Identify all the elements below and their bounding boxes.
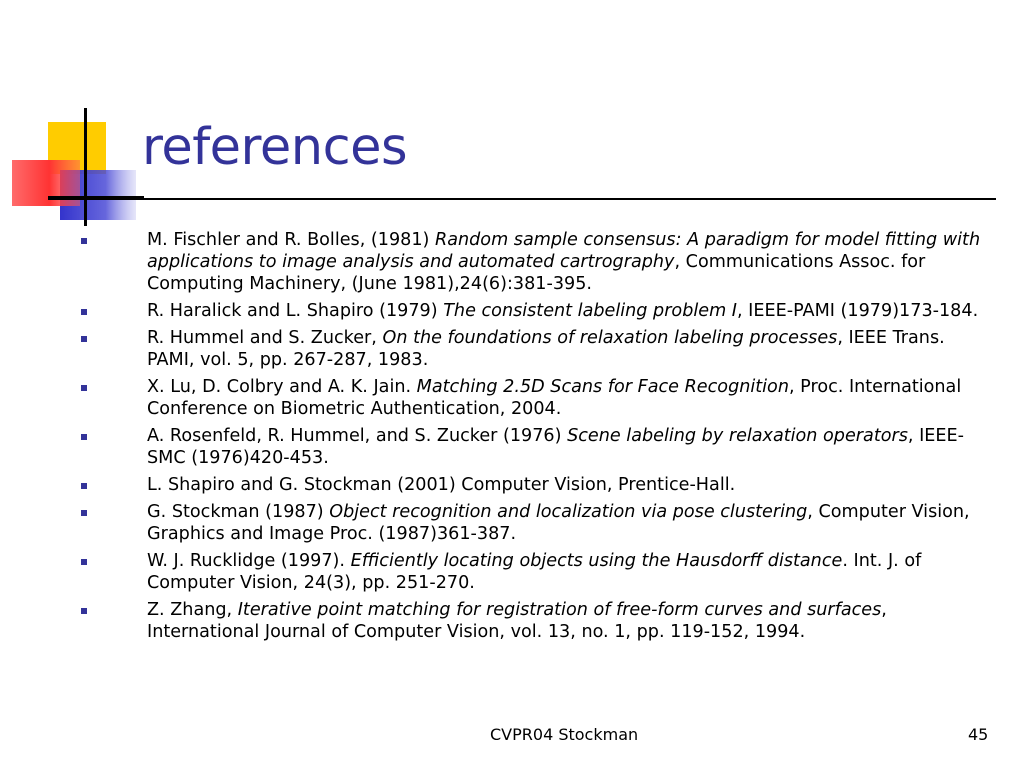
reference-source: , IEEE-SMC (1976)420-453. bbox=[147, 426, 964, 468]
reference-source: , Proc. International Conference on Biometric Authentication, 2004. bbox=[147, 377, 962, 419]
reference-authors: A. Rosenfeld, R. Hummel, and S. Zucker (1976) bbox=[147, 426, 568, 446]
bullet-icon bbox=[81, 309, 87, 315]
reference-list bbox=[147, 229, 997, 648]
bullet-icon bbox=[81, 385, 87, 391]
reference-authors: G. Stockman (1987) bbox=[147, 502, 330, 522]
slide-number: 45 bbox=[968, 725, 989, 744]
reference-item bbox=[147, 550, 997, 594]
bullet-icon bbox=[81, 608, 87, 614]
reference-item bbox=[147, 229, 997, 295]
reference-title: Random sample consensus: A paradigm for model fitting with applications to image analysis and automated cartrography bbox=[147, 230, 981, 272]
reference-authors: X. Lu, D. Colbry and A. K. Jain. bbox=[147, 377, 417, 397]
bullet-icon bbox=[81, 434, 87, 440]
reference-title: The consistent labeling problem I bbox=[443, 301, 737, 321]
reference-item bbox=[147, 300, 997, 322]
reference-item bbox=[147, 425, 997, 469]
footer-text: CVPR04 Stockman bbox=[490, 725, 639, 744]
bullet-icon bbox=[81, 559, 87, 565]
reference-source: , International Journal of Computer Vision, vol. 13, no. 1, pp. 119-152, 1994. bbox=[147, 600, 887, 642]
reference-authors: Z. Zhang, bbox=[147, 600, 238, 620]
reference-source: , Computer Vision, Graphics and Image Proc. (1987)361-387. bbox=[147, 502, 970, 544]
reference-item bbox=[147, 327, 997, 371]
reference-source: , Communications Assoc. for Computing Machinery, (June 1981),24(6):381-395. bbox=[147, 252, 926, 294]
title-divider bbox=[48, 198, 996, 200]
reference-title: Scene labeling by relaxation operators bbox=[567, 426, 908, 446]
reference-item bbox=[147, 599, 997, 643]
reference-title: Iterative point matching for registration of free-form curves and surfaces bbox=[237, 600, 882, 620]
reference-title: Matching 2.5D Scans for Face Recognition bbox=[416, 377, 789, 397]
reference-authors: M. Fischler and R. Bolles, (1981) bbox=[147, 230, 435, 250]
bullet-icon bbox=[81, 238, 87, 244]
reference-source: , IEEE-PAMI (1979)173-184. bbox=[737, 301, 979, 321]
reference-authors: L. Shapiro and G. Stockman (2001) Computer Vision, Prentice-Hall. bbox=[147, 475, 736, 495]
reference-title: On the foundations of relaxation labeling processes bbox=[382, 328, 838, 348]
reference-source: , IEEE Trans. PAMI, vol. 5, pp. 267-287, 1983. bbox=[147, 328, 945, 370]
reference-item bbox=[147, 376, 997, 420]
bullet-icon bbox=[81, 483, 87, 489]
reference-title: Object recognition and localization via pose clustering bbox=[329, 502, 808, 522]
bullet-icon bbox=[81, 510, 87, 516]
reference-source: . Int. J. of Computer Vision, 24(3), pp. 251-270. bbox=[147, 551, 922, 593]
reference-item bbox=[147, 474, 997, 496]
reference-authors: R. Haralick and L. Shapiro (1979) bbox=[147, 301, 444, 321]
reference-item bbox=[147, 501, 997, 545]
reference-authors: R. Hummel and S. Zucker, bbox=[147, 328, 383, 348]
slide-logo bbox=[0, 0, 150, 240]
slide-title: references bbox=[142, 118, 408, 177]
logo-vertical-line bbox=[84, 108, 87, 226]
bullet-icon bbox=[81, 336, 87, 342]
reference-authors: W. J. Rucklidge (1997). bbox=[147, 551, 351, 571]
reference-title: Efficiently locating objects using the Hausdorff distance bbox=[350, 551, 843, 571]
